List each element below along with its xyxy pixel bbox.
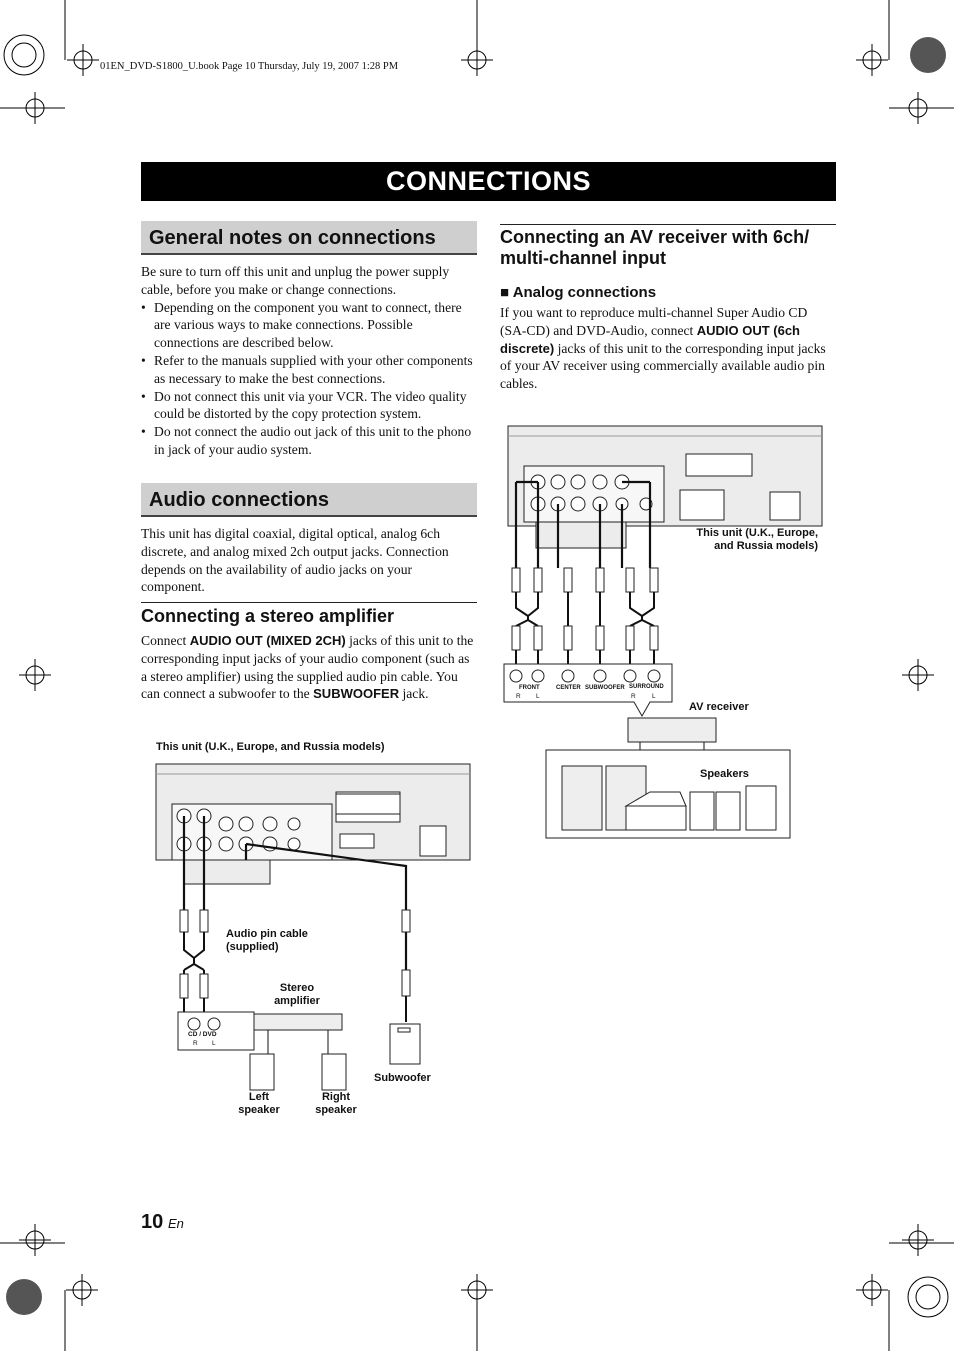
speakers-label: Speakers [700,768,749,780]
subwoofer-label: Subwoofer [374,1072,431,1084]
audio-intro: This unit has digital coaxial, digital optical, analog 6ch discrete, and analog mixed 2ch output jacks. Connection depends on the availability of audio jacks on your component. [141,526,449,595]
avr-heading-line-2: multi-channel input [500,248,666,268]
stereo-text-bold-2: SUBWOOFER [313,686,400,702]
right-speaker-label-line-1: Right [321,1091,351,1103]
section-heading-general: General notes on connections [141,221,477,255]
speaker-front-left [562,766,602,830]
front-r-label: R [516,693,521,700]
avr-heading-line-1: Connecting an AV receiver with 6ch/ [500,227,810,247]
diagram-right-unit-label [660,527,818,553]
diagram-left-unit-label: This unit (U.K., Europe, and Russia models) [156,741,385,753]
stereo-amp-label-line-2: amplifier [274,995,320,1007]
left-speaker-label [233,1091,285,1117]
diagram-right-unit-label-line-1: This unit (U.K., Europe, [696,527,818,539]
general-intro: Be sure to turn off this unit and unplug the power supply cable, before you make or change connections. [141,264,450,297]
speaker-subwoofer [746,786,776,830]
surround-r-label: R [631,693,636,700]
stereo-text-bold-1: AUDIO OUT (MIXED 2CH) [189,633,346,648]
scart-connector [336,794,400,814]
stereo-connection-diagram [150,760,480,1120]
surround-l-label: L [652,693,656,700]
bullet-item: • Refer to the manuals supplied with your other components as necessary to make the best connections. [141,352,479,388]
right-speaker-label-line-2: speaker [315,1104,357,1116]
jack-panel [524,466,664,522]
speaker-surround-right [716,792,740,830]
front-l-label: L [536,693,540,700]
avr-paragraph [500,304,836,393]
stereo-paragraph [141,632,477,703]
channel-r-label: R [193,1040,198,1047]
page-language: En [168,1216,184,1231]
front-label: FRONT [519,685,540,691]
diagram-right-unit-label-line-2: and Russia models) [714,540,818,552]
av-receiver-label: AV receiver [689,701,749,713]
right-speaker-label [310,1091,362,1117]
left-speaker [250,1054,274,1090]
subwoofer-input-label: SUBWOOFER [585,685,625,691]
analog-subheading-label: Analog connections [512,284,657,301]
analog-subheading [500,284,656,301]
left-speaker-label-line-1: Left [248,1091,270,1103]
general-bullets [141,299,479,459]
avr-text-1: If you want to reproduce multi-channel Super Audio CD (SA-CD) and DVD-Audio, connect [500,305,808,338]
avr-text-2: jacks of this unit to the corresponding input jacks of your AV receiver using commercially available audio pin cables. [500,340,826,392]
avr-connection-diagram [500,420,830,845]
bullet-item: • Do not connect the audio out jack of this unit to the phono in jack of your audio system. [141,423,479,459]
square-bullet-icon: ■ [500,284,510,301]
scart-connector [686,454,752,476]
av-receiver [628,718,716,742]
avr-heading [500,227,809,269]
print-info: 01EN_DVD-S1800_U.book Page 10 Thursday, July 19, 2007 1:28 PM [100,61,399,72]
bullet-item: • Do not connect this unit via your VCR. The video quality could be distorted by the copy protection system. [141,388,479,424]
page-number: 10 [141,1211,164,1233]
stereo-heading: Connecting a stereo amplifier [141,606,395,626]
cd-dvd-label: CD / DVD [188,1031,217,1038]
stereo-amplifier [254,1014,342,1030]
speaker-surround-left [690,792,714,830]
section-heading-audio: Audio connections [141,483,477,517]
stereo-text-3: jack. [402,686,429,702]
stereo-amp-label [270,982,324,1008]
general-notes [141,263,479,459]
surround-label: SURROUND [629,684,664,690]
stereo-amp-label-line-1: Stereo [279,982,315,994]
avr-text-bold: AUDIO OUT (6ch discrete) [500,322,800,356]
divider [141,602,477,603]
cable-label-line-2: (supplied) [226,941,279,953]
stereo-text-2: jacks of this unit to the corresponding input jacks of your audio component (such as a stereo amplifier) using the supplied audio pin cable. You can connect a subwoofer to the [141,633,474,702]
channel-l-label: L [212,1040,216,1047]
stereo-text-1: Connect [141,633,187,648]
right-speaker [322,1054,346,1090]
bullet-item: • Depending on the component you want to connect, there are various ways to make connections. Possible connections are described below. [141,299,479,352]
left-speaker-label-line-2: speaker [238,1104,280,1116]
divider [500,224,836,225]
center-label: CENTER [556,685,581,691]
cable-label [226,928,308,954]
cable-label-line-1: Audio pin cable [226,928,308,940]
page-title: CONNECTIONS [141,162,836,201]
